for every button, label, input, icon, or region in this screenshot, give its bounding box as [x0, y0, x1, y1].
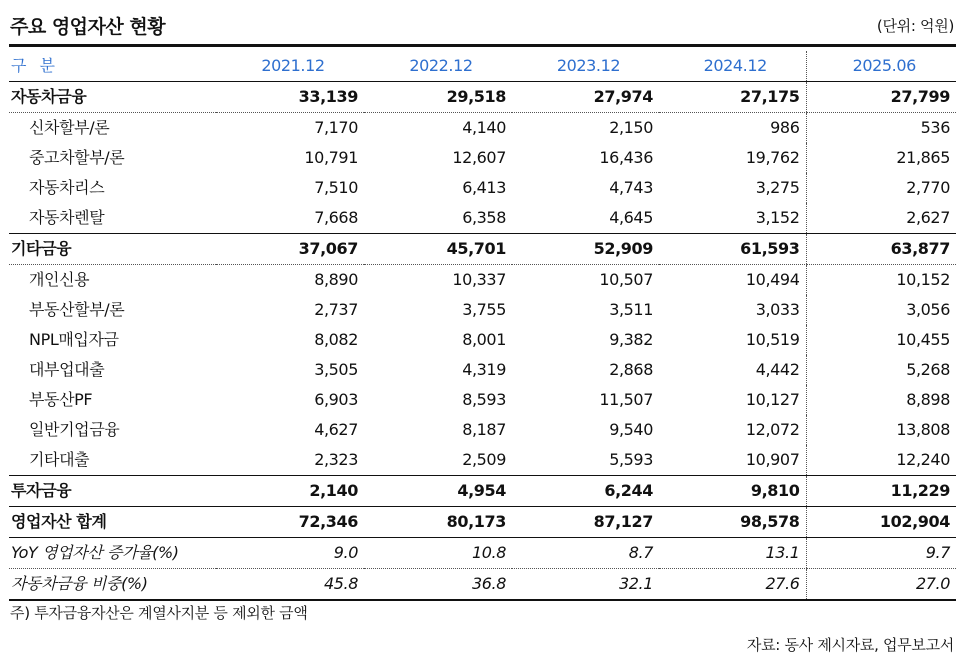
cell-value: 13.1 — [659, 538, 806, 569]
table-row — [9, 113, 956, 144]
cell-value: 4,319 — [462, 360, 506, 379]
cell-value: 2,737 — [314, 300, 358, 319]
cell-value: 2,868 — [609, 360, 653, 379]
row-label: 투자금융 — [9, 476, 216, 507]
cell-value: 2,323 — [216, 445, 364, 476]
cell-value: 10,791 — [304, 148, 358, 167]
cell-value: 8,890 — [314, 270, 358, 289]
row-label: 개인신용 — [29, 270, 90, 289]
table-row — [9, 445, 956, 476]
cell-value: 4,743 — [609, 178, 653, 197]
cell-value: 4,140 — [462, 118, 506, 137]
cell-value: 10,455 — [806, 325, 956, 355]
source-note: 자료: 동사 제시자료, 업무보고서 — [746, 636, 954, 654]
row-label: 자동차렌탈 — [9, 203, 216, 234]
cell-value: 9.7 — [806, 538, 956, 569]
header-2025-06: 2025.06 — [806, 51, 956, 82]
cell-value: 9,810 — [659, 476, 806, 507]
cell-value: 6,903 — [314, 390, 358, 409]
cell-value: 3,275 — [755, 178, 800, 197]
cell-value: 3,755 — [462, 300, 506, 319]
table-row — [9, 295, 956, 325]
cell-value: 6,413 — [462, 178, 506, 197]
cell-value: 102,904 — [806, 507, 956, 538]
row-label: 부동산할부/론 — [29, 300, 125, 319]
cell-value: 2,627 — [806, 203, 956, 234]
cell-value: 3,505 — [314, 360, 358, 379]
cell-value: 8,001 — [462, 330, 506, 349]
cell-value: 37,067 — [216, 234, 364, 265]
cell-value: 12,240 — [806, 445, 956, 476]
unit-label: (단위: 억원) — [876, 17, 954, 35]
cell-value: 72,346 — [216, 507, 364, 538]
cell-value: 12,607 — [452, 148, 506, 167]
cell-value: 3,152 — [659, 203, 806, 234]
cell-value: 986 — [770, 118, 800, 137]
header-2024-12: 2024.12 — [659, 51, 806, 82]
table-row — [9, 265, 956, 296]
cell-value: 63,877 — [806, 234, 956, 265]
cell-value: 8,898 — [806, 385, 956, 415]
cell-value: 9.0 — [216, 538, 364, 569]
cell-value: 4,954 — [364, 476, 512, 507]
row-label: 기타금융 — [9, 234, 216, 265]
cell-value: 7,510 — [314, 178, 358, 197]
table-row — [9, 203, 956, 234]
row-label: 자동차금융 — [9, 82, 216, 113]
cell-value: 29,518 — [364, 82, 512, 113]
cell-value: 80,173 — [364, 507, 512, 538]
cell-value: 11,229 — [806, 476, 956, 507]
header-category: 구 분 — [9, 51, 216, 82]
table-row — [9, 234, 956, 265]
cell-value: 52,909 — [512, 234, 659, 265]
cell-value: 4,442 — [755, 360, 800, 379]
table-row — [9, 385, 956, 415]
cell-value: 8.7 — [512, 538, 659, 569]
table-row — [9, 82, 956, 113]
cell-value: 10,152 — [806, 265, 956, 296]
cell-value: 27.6 — [659, 569, 806, 601]
cell-value: 3,511 — [609, 300, 653, 319]
row-label: 기타대출 — [9, 445, 216, 476]
cell-value: 2,509 — [364, 445, 512, 476]
cell-value: 2,770 — [806, 173, 956, 203]
cell-value: 9,382 — [609, 330, 653, 349]
table-row — [9, 173, 956, 203]
cell-value: 27.0 — [806, 569, 956, 601]
row-label: 대부업대출 — [29, 360, 105, 379]
cell-value: 12,072 — [745, 420, 800, 439]
cell-value: 7,668 — [216, 203, 364, 234]
table-row — [9, 476, 956, 507]
operating-assets-table — [9, 51, 956, 601]
cell-value: 5,593 — [512, 445, 659, 476]
cell-value: 6,358 — [364, 203, 512, 234]
cell-value: 27,974 — [512, 82, 659, 113]
cell-value: 98,578 — [659, 507, 806, 538]
cell-value: 6,244 — [512, 476, 659, 507]
cell-value: 4,627 — [314, 420, 358, 439]
cell-value: 10,907 — [659, 445, 806, 476]
cell-value: 10,337 — [452, 270, 506, 289]
row-label: 영업자산 합계 — [9, 507, 216, 538]
cell-value: 4,645 — [512, 203, 659, 234]
cell-value: 11,507 — [599, 390, 653, 409]
cell-value: 3,056 — [806, 295, 956, 325]
header-2021-12: 2021.12 — [216, 51, 364, 82]
cell-value: 10,127 — [745, 390, 800, 409]
cell-value: 27,799 — [806, 82, 956, 113]
cell-value: 33,139 — [216, 82, 364, 113]
cell-value: 8,082 — [314, 330, 358, 349]
cell-value: 45,701 — [364, 234, 512, 265]
row-label: 자동차금융 비중(%) — [9, 569, 216, 601]
header-2022-12: 2022.12 — [364, 51, 512, 82]
cell-value: 10,507 — [599, 270, 653, 289]
cell-value: 45.8 — [216, 569, 364, 601]
cell-value: 7,170 — [314, 118, 358, 137]
cell-value: 536 — [806, 113, 956, 144]
cell-value: 16,436 — [599, 148, 653, 167]
row-label: 신차할부/론 — [29, 118, 110, 137]
row-label: 중고차할부/론 — [29, 148, 125, 167]
cell-value: 27,175 — [659, 82, 806, 113]
cell-value: 13,808 — [806, 415, 956, 445]
cell-value: 8,187 — [462, 420, 506, 439]
cell-value: 32.1 — [512, 569, 659, 601]
cell-value: 2,140 — [216, 476, 364, 507]
table-row — [9, 538, 956, 569]
page-title: 주요 영업자산 현황 — [10, 16, 166, 38]
table-row — [9, 143, 956, 173]
table-body — [9, 82, 956, 601]
cell-value: 8,593 — [462, 390, 506, 409]
table-header-row — [9, 51, 956, 82]
footnote: 주) 투자금융자산은 계열사지분 등 제외한 금액 — [10, 604, 308, 622]
row-label: NPL매입자금 — [29, 330, 119, 349]
cell-value: 10,494 — [745, 270, 800, 289]
cell-value: 3,033 — [755, 300, 800, 319]
table-row — [9, 325, 956, 355]
header-2023-12: 2023.12 — [512, 51, 659, 82]
cell-value: 9,540 — [609, 420, 653, 439]
cell-value: 2,150 — [609, 118, 653, 137]
table-row — [9, 507, 956, 538]
cell-value: 21,865 — [806, 143, 956, 173]
table-row — [9, 569, 956, 601]
row-label: 부동산PF — [29, 390, 93, 409]
cell-value: 19,762 — [745, 148, 800, 167]
row-label: 일반기업금융 — [29, 420, 120, 439]
row-label: YoY 영업자산 증가율(%) — [9, 538, 216, 569]
cell-value: 5,268 — [806, 355, 956, 385]
cell-value: 61,593 — [659, 234, 806, 265]
top-rule — [9, 44, 956, 47]
cell-value: 87,127 — [512, 507, 659, 538]
cell-value: 36.8 — [364, 569, 512, 601]
table-row — [9, 415, 956, 445]
row-label: 자동차리스 — [29, 178, 105, 197]
cell-value: 10.8 — [364, 538, 512, 569]
table-row — [9, 355, 956, 385]
cell-value: 10,519 — [745, 330, 800, 349]
